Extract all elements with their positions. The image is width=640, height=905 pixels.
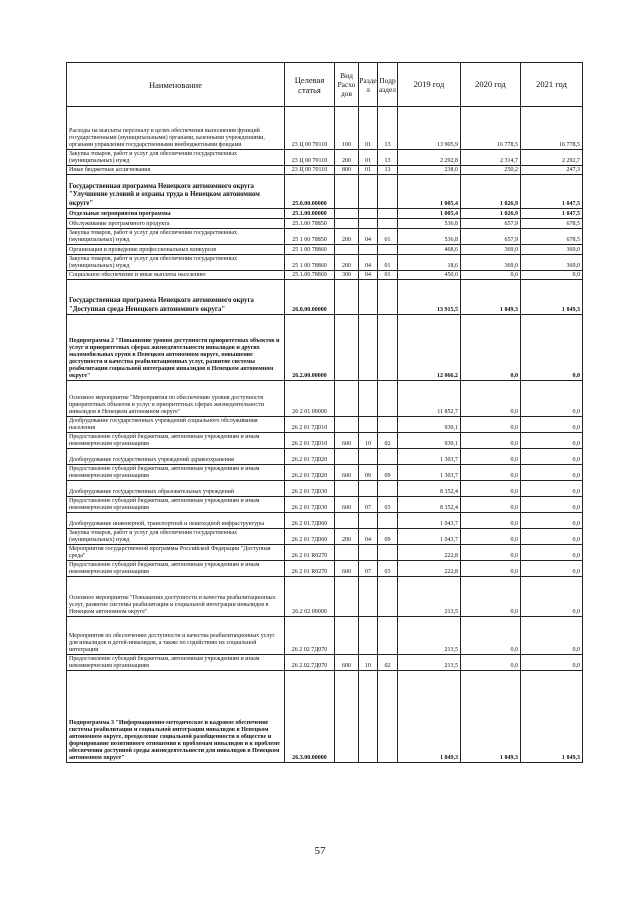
- row-amount-2019-cell: 213,5: [398, 577, 461, 617]
- row-amount-2019-cell: 8 352,4: [398, 497, 461, 513]
- row-section-cell: 07: [359, 561, 378, 577]
- row-amount-2020-cell: 0,0: [461, 545, 521, 561]
- row-amount-2020-cell: 1 849,3: [461, 671, 521, 763]
- row-amount-2021-cell: 678,5: [521, 229, 583, 245]
- row-section-cell: [359, 209, 378, 219]
- header-year-2020: 2020 год: [461, 63, 521, 107]
- table-row: [67, 417, 583, 433]
- row-section-cell: 01: [359, 150, 378, 166]
- row-target-article-cell: 26 2 01 7Д060: [285, 529, 335, 545]
- row-name-cell: Дооборудование государственных образовательных учреждений: [67, 481, 285, 497]
- row-amount-2021-cell: 2 292,7: [521, 150, 583, 166]
- table-row: [67, 617, 583, 655]
- row-name-cell: Основное мероприятие "Мероприятия по обеспечению уровня доступности приоритетных объектов и услуг в приоритетных сферах жизнедеятельности инвалидов в Ненецком автономном округе": [67, 381, 285, 417]
- row-section-cell: [359, 617, 378, 655]
- table-row: [67, 513, 583, 529]
- row-expense-type-cell: [335, 617, 359, 655]
- row-amount-2019-cell: 1 005,4: [398, 209, 461, 219]
- row-subsection-cell: 01: [378, 229, 398, 245]
- table-row: [67, 271, 583, 280]
- row-target-article-cell: 26 2 01 R0270: [285, 561, 335, 577]
- row-amount-2019-cell: 13 905,9: [398, 107, 461, 150]
- row-amount-2020-cell: 16 778,5: [461, 107, 521, 150]
- row-name-cell: Дооборудование государственных учреждений здравоохранения: [67, 449, 285, 465]
- row-expense-type-cell: 600: [335, 465, 359, 481]
- row-amount-2019-cell: 930,1: [398, 417, 461, 433]
- row-expense-type-cell: [335, 315, 359, 381]
- row-section-cell: [359, 280, 378, 315]
- row-target-article-cell: 26.2 01 7Д020: [285, 465, 335, 481]
- row-expense-type-cell: 100: [335, 107, 359, 150]
- table-row: [67, 381, 583, 417]
- row-amount-2019-cell: 468,6: [398, 245, 461, 255]
- row-name-cell: Предоставление субсидий бюджетным, автономным учреждениям и иным некоммерческим организациям: [67, 561, 285, 577]
- row-amount-2020-cell: 369,0: [461, 245, 521, 255]
- row-subsection-cell: [378, 545, 398, 561]
- row-amount-2021-cell: 0,0: [521, 513, 583, 529]
- row-amount-2020-cell: 2 314,7: [461, 150, 521, 166]
- row-subsection-cell: [378, 577, 398, 617]
- row-expense-type-cell: 800: [335, 166, 359, 175]
- row-subsection-cell: [378, 481, 398, 497]
- row-amount-2019-cell: 222,8: [398, 561, 461, 577]
- table-row: [67, 433, 583, 449]
- table-row: [67, 107, 583, 150]
- row-target-article-cell: 26 2 02 7Д070: [285, 617, 335, 655]
- row-section-cell: [359, 545, 378, 561]
- row-name-cell: Предоставление субсидий бюджетным, автономным учреждениям и иным некоммерческим организациям: [67, 497, 285, 513]
- row-expense-type-cell: 600: [335, 561, 359, 577]
- row-expense-type-cell: 200: [335, 229, 359, 245]
- row-expense-type-cell: [335, 481, 359, 497]
- row-section-cell: 04: [359, 271, 378, 280]
- row-section-cell: 10: [359, 655, 378, 671]
- row-amount-2021-cell: 247,3: [521, 166, 583, 175]
- table-row: [67, 219, 583, 229]
- row-amount-2019-cell: 1 005,4: [398, 175, 461, 209]
- row-name-cell: Иные бюджетные ассигнования: [67, 166, 285, 175]
- row-subsection-cell: [378, 219, 398, 229]
- row-amount-2021-cell: 0,0: [521, 465, 583, 481]
- row-amount-2021-cell: 0,0: [521, 529, 583, 545]
- row-amount-2020-cell: 1 026,9: [461, 209, 521, 219]
- table-row: [67, 671, 583, 763]
- row-target-article-cell: 25 1 00 78860: [285, 255, 335, 271]
- row-subsection-cell: 01: [378, 271, 398, 280]
- table-row: [67, 150, 583, 166]
- row-subsection-cell: [378, 209, 398, 219]
- header-target-article: Целевая статья: [285, 63, 335, 107]
- row-amount-2020-cell: 0,0: [461, 513, 521, 529]
- row-section-cell: [359, 671, 378, 763]
- row-expense-type-cell: [335, 280, 359, 315]
- row-expense-type-cell: 200: [335, 150, 359, 166]
- row-target-article-cell: 26 2 01 7Д030: [285, 481, 335, 497]
- row-amount-2021-cell: 1 047,5: [521, 209, 583, 219]
- row-section-cell: 04: [359, 229, 378, 245]
- row-expense-type-cell: 600: [335, 655, 359, 671]
- row-amount-2020-cell: 369,0: [461, 255, 521, 271]
- row-target-article-cell: 26 2 01 R0270: [285, 545, 335, 561]
- row-expense-type-cell: [335, 449, 359, 465]
- row-name-cell: Отдельные мероприятия программы: [67, 209, 285, 219]
- row-target-article-cell: 25.1.00 78850: [285, 219, 335, 229]
- row-expense-type-cell: 200: [335, 255, 359, 271]
- row-name-cell: Государственная программа Ненецкого автономного округа "Доступная среда Ненецкого автономного округа": [67, 280, 285, 315]
- row-subsection-cell: [378, 245, 398, 255]
- row-amount-2019-cell: 536,8: [398, 229, 461, 245]
- row-subsection-cell: 09: [378, 529, 398, 545]
- row-target-article-cell: 26.2 01 7Д020: [285, 449, 335, 465]
- row-amount-2020-cell: 0,0: [461, 561, 521, 577]
- row-section-cell: [359, 449, 378, 465]
- row-amount-2019-cell: 213,5: [398, 655, 461, 671]
- row-expense-type-cell: 200: [335, 529, 359, 545]
- row-subsection-cell: [378, 417, 398, 433]
- row-amount-2020-cell: 1 026,9: [461, 175, 521, 209]
- row-amount-2021-cell: 1 047,5: [521, 175, 583, 209]
- table-row: [67, 655, 583, 671]
- row-section-cell: 07: [359, 497, 378, 513]
- table-row: [67, 175, 583, 209]
- table-header-row: [67, 63, 583, 107]
- row-amount-2021-cell: 0,0: [521, 545, 583, 561]
- row-amount-2019-cell: 450,0: [398, 271, 461, 280]
- row-target-article-cell: 26.0.00.00000: [285, 280, 335, 315]
- row-target-article-cell: 25.0.00.00000: [285, 175, 335, 209]
- row-amount-2019-cell: 238,0: [398, 166, 461, 175]
- row-name-cell: Мероприятия по обеспечению доступности и качества реабилитационных услуг для инвалидов и детей-инвалидов, а также по содействию их социальной интеграции: [67, 617, 285, 655]
- row-expense-type-cell: [335, 245, 359, 255]
- row-amount-2021-cell: 369,0: [521, 245, 583, 255]
- row-section-cell: [359, 577, 378, 617]
- row-amount-2019-cell: 1 303,7: [398, 449, 461, 465]
- row-section-cell: [359, 481, 378, 497]
- row-amount-2019-cell: 8 352,4: [398, 481, 461, 497]
- header-subsection: Подр аздел: [378, 63, 398, 107]
- row-subsection-cell: [378, 449, 398, 465]
- row-expense-type-cell: [335, 209, 359, 219]
- row-amount-2019-cell: 18,6: [398, 255, 461, 271]
- row-subsection-cell: [378, 381, 398, 417]
- row-expense-type-cell: [335, 381, 359, 417]
- row-subsection-cell: [378, 671, 398, 763]
- row-expense-type-cell: [335, 417, 359, 433]
- row-target-article-cell: 26 2 01 7Д010: [285, 433, 335, 449]
- row-section-cell: [359, 315, 378, 381]
- row-amount-2021-cell: 0,0: [521, 417, 583, 433]
- row-target-article-cell: 23 Ц 00 70110: [285, 150, 335, 166]
- table-row: [67, 497, 583, 513]
- row-expense-type-cell: [335, 545, 359, 561]
- row-amount-2019-cell: 1 303,7: [398, 465, 461, 481]
- row-expense-type-cell: [335, 671, 359, 763]
- header-section: Разде л: [359, 63, 378, 107]
- row-subsection-cell: 03: [378, 561, 398, 577]
- row-subsection-cell: [378, 617, 398, 655]
- row-target-article-cell: 26.2 02 00000: [285, 577, 335, 617]
- row-amount-2020-cell: 0,0: [461, 481, 521, 497]
- row-section-cell: 01: [359, 107, 378, 150]
- row-name-cell: Подпрограмма 3 "Информационно-методическое и кадровое обеспечение системы реабилитации и социальной интеграции инвалидов в Ненецком автономном округе, преодоление социальной разобщенности в обществе и формирование позитивного отношения к проблемам инвалидов и к проблеме обеспечения доступной среды жизнедеятельности для инвалидов в Ненецком автономном округе": [67, 671, 285, 763]
- row-amount-2021-cell: 0,0: [521, 481, 583, 497]
- row-subsection-cell: [378, 175, 398, 209]
- table-row: [67, 166, 583, 175]
- row-name-cell: Закупка товаров, работ и услуг для обеспечения государственных (муниципальных) нужд: [67, 529, 285, 545]
- row-section-cell: 01: [359, 166, 378, 175]
- table-row: [67, 229, 583, 245]
- row-target-article-cell: 23 Ц 00 70110: [285, 166, 335, 175]
- row-name-cell: Подпрограмма 2 "Повышение уровня доступности приоритетных объектов и услуг в приоритетных сферах жизнедеятельности инвалидов и других маломобильных групп в Ненецком автономном округе, повышение доступности и качества реабилитационных услуг, развитие системы реабилитации социальной интеграции инвалидов в Ненецком автономном округе": [67, 315, 285, 381]
- row-amount-2021-cell: 0,0: [521, 449, 583, 465]
- row-amount-2020-cell: 1 849,3: [461, 280, 521, 315]
- row-name-cell: Основное мероприятие "Повышение доступности и качества реабилитационных услуг, развитие системы реабилитации и социальной интеграции инвалидов в Ненецком автономном округе": [67, 577, 285, 617]
- table-row: [67, 315, 583, 381]
- row-section-cell: 04: [359, 529, 378, 545]
- table-row: [67, 545, 583, 561]
- row-target-article-cell: 26 2.02.7Д070: [285, 655, 335, 671]
- header-year-2019: 2019 год: [398, 63, 461, 107]
- row-section-cell: [359, 219, 378, 229]
- row-amount-2021-cell: 1 849,3: [521, 280, 583, 315]
- row-amount-2019-cell: 2 292,8: [398, 150, 461, 166]
- row-target-article-cell: 23 Ц 00 70110: [285, 107, 335, 150]
- row-expense-type-cell: 600: [335, 497, 359, 513]
- row-target-article-cell: 26 2 01.7Д060: [285, 513, 335, 529]
- table-row: [67, 255, 583, 271]
- table-row: [67, 209, 583, 219]
- row-amount-2020-cell: 0,0: [461, 465, 521, 481]
- row-name-cell: Дообрудование государственных учреждений социального обслуживания населения: [67, 417, 285, 433]
- row-amount-2021-cell: 16 778,5: [521, 107, 583, 150]
- row-amount-2020-cell: 0,0: [461, 497, 521, 513]
- header-name: Наименование: [67, 63, 285, 107]
- budget-table-page: [66, 62, 582, 763]
- row-target-article-cell: 25.1.00.78860: [285, 271, 335, 280]
- row-section-cell: [359, 417, 378, 433]
- table-row: [67, 529, 583, 545]
- row-amount-2021-cell: 0,0: [521, 497, 583, 513]
- row-amount-2020-cell: 0,0: [461, 655, 521, 671]
- row-section-cell: [359, 245, 378, 255]
- row-expense-type-cell: [335, 513, 359, 529]
- row-section-cell: 04: [359, 255, 378, 271]
- row-amount-2021-cell: 0,0: [521, 381, 583, 417]
- row-amount-2020-cell: 0,0: [461, 449, 521, 465]
- row-target-article-cell: 25 1 00 78860: [285, 245, 335, 255]
- row-amount-2021-cell: 0,0: [521, 561, 583, 577]
- row-target-article-cell: 26.2.00.00000: [285, 315, 335, 381]
- row-amount-2019-cell: 536,8: [398, 219, 461, 229]
- row-target-article-cell: 26 2 01 7Д030: [285, 497, 335, 513]
- row-subsection-cell: 02: [378, 655, 398, 671]
- row-amount-2020-cell: 0,0: [461, 617, 521, 655]
- page-number: 57: [314, 845, 326, 857]
- row-subsection-cell: [378, 280, 398, 315]
- row-subsection-cell: 13: [378, 150, 398, 166]
- row-amount-2019-cell: 1 849,3: [398, 671, 461, 763]
- row-name-cell: Обслуживание программного продукта: [67, 219, 285, 229]
- row-subsection-cell: 09: [378, 465, 398, 481]
- row-name-cell: Предоставление субсидий бюджетным, автономным учреждениям и иным некоммерческим организациям: [67, 655, 285, 671]
- row-amount-2021-cell: 0,0: [521, 315, 583, 381]
- row-expense-type-cell: [335, 577, 359, 617]
- row-subsection-cell: 01: [378, 255, 398, 271]
- row-subsection-cell: [378, 315, 398, 381]
- row-expense-type-cell: [335, 175, 359, 209]
- row-name-cell: Предоставление субсидий бюджетным, автономным учреждениям и иным некоммерческим организациям: [67, 433, 285, 449]
- row-amount-2019-cell: 1 043,7: [398, 513, 461, 529]
- row-amount-2020-cell: 250,2: [461, 166, 521, 175]
- row-subsection-cell: 02: [378, 433, 398, 449]
- row-target-article-cell: 26.3.00.00000: [285, 671, 335, 763]
- row-subsection-cell: 13: [378, 107, 398, 150]
- row-amount-2021-cell: 369,0: [521, 255, 583, 271]
- row-name-cell: Предоставление субсидий бюджетным, автономным учреждениям и иным некоммерческим организациям: [67, 465, 285, 481]
- row-amount-2020-cell: 0,0: [461, 433, 521, 449]
- row-amount-2019-cell: 12 066,2: [398, 315, 461, 381]
- row-subsection-cell: 03: [378, 497, 398, 513]
- row-name-cell: Государственная программа Ненецкого автономного округа "Улучшение условий и охраны труда в Ненецком автономном округе": [67, 175, 285, 209]
- table-row: [67, 245, 583, 255]
- row-amount-2020-cell: 0,0: [461, 381, 521, 417]
- row-amount-2020-cell: 657,9: [461, 229, 521, 245]
- table-row: [67, 481, 583, 497]
- row-target-article-cell: 25.1.00.00000: [285, 209, 335, 219]
- row-target-article-cell: 25 1 00 78850: [285, 229, 335, 245]
- row-amount-2021-cell: 0,0: [521, 617, 583, 655]
- row-name-cell: Организация и проведение профессиональных конкурсов: [67, 245, 285, 255]
- row-name-cell: Дооборудование инженерной, транспортной и пешеходной инфраструктуры: [67, 513, 285, 529]
- row-name-cell: Закупка товаров, работ и услуг для обеспечения государственных (муниципальных) нужд: [67, 255, 285, 271]
- row-subsection-cell: [378, 513, 398, 529]
- row-expense-type-cell: 300: [335, 271, 359, 280]
- row-target-article-cell: 26 2 01 00000: [285, 381, 335, 417]
- budget-table: [66, 62, 583, 763]
- row-name-cell: Расходы на выплаты персоналу в целях обеспечения выполнения функций государственными (муниципальными) органами, казенными учреждениями, органами управления государственными внебюджетными фондами: [67, 107, 285, 150]
- table-row: [67, 561, 583, 577]
- row-amount-2020-cell: 0,0: [461, 529, 521, 545]
- row-expense-type-cell: 600: [335, 433, 359, 449]
- row-amount-2020-cell: 0,0: [461, 417, 521, 433]
- row-amount-2021-cell: 0,0: [521, 271, 583, 280]
- row-amount-2021-cell: 0,0: [521, 433, 583, 449]
- row-target-article-cell: 26 2 01 7Д010: [285, 417, 335, 433]
- row-amount-2019-cell: 11 852,7: [398, 381, 461, 417]
- row-section-cell: 10: [359, 433, 378, 449]
- row-expense-type-cell: [335, 219, 359, 229]
- row-amount-2019-cell: 1 043,7: [398, 529, 461, 545]
- row-name-cell: Социальное обеспечение и иные выплаты населению: [67, 271, 285, 280]
- table-row: [67, 465, 583, 481]
- row-subsection-cell: 13: [378, 166, 398, 175]
- table-body: [67, 107, 583, 763]
- row-amount-2020-cell: 0,0: [461, 271, 521, 280]
- row-name-cell: Закупка товаров, работ и услуг для обеспечения государственных (муниципальных) нужд: [67, 150, 285, 166]
- row-amount-2021-cell: 0,0: [521, 655, 583, 671]
- table-row: [67, 280, 583, 315]
- table-row: [67, 449, 583, 465]
- row-amount-2020-cell: 0,0: [461, 315, 521, 381]
- row-section-cell: [359, 175, 378, 209]
- row-name-cell: Закупка товаров, работ и услуг для обеспечения государственных (муниципальных) нужд: [67, 229, 285, 245]
- header-year-2021: 2021 год: [521, 63, 583, 107]
- row-name-cell: Мероприятия государственной программы Российской Федерации "Доступная среда": [67, 545, 285, 561]
- row-amount-2019-cell: 213,5: [398, 617, 461, 655]
- row-section-cell: [359, 381, 378, 417]
- header-expense-type: Вид Расхо дов: [335, 63, 359, 107]
- row-amount-2020-cell: 0,0: [461, 577, 521, 617]
- row-section-cell: 09: [359, 465, 378, 481]
- row-amount-2019-cell: 222,8: [398, 545, 461, 561]
- row-amount-2021-cell: 1 849,3: [521, 671, 583, 763]
- row-amount-2019-cell: 930,1: [398, 433, 461, 449]
- row-amount-2021-cell: 678,5: [521, 219, 583, 229]
- row-amount-2019-cell: 13 915,5: [398, 280, 461, 315]
- row-amount-2020-cell: 657,9: [461, 219, 521, 229]
- row-section-cell: [359, 513, 378, 529]
- table-row: [67, 577, 583, 617]
- row-amount-2021-cell: 0,0: [521, 577, 583, 617]
